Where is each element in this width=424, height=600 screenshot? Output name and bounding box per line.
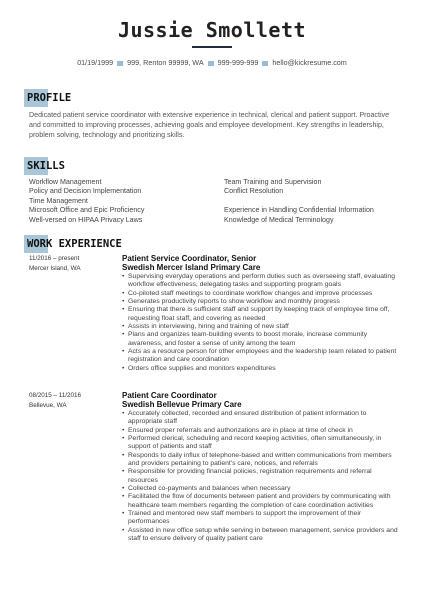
phone: 999-999-999	[217, 58, 259, 67]
name-underline	[192, 46, 232, 48]
list-item: • Trained and mentored new staff members to support the improvement of their performances	[122, 510, 400, 527]
skill-item: Team Training and Supervision	[224, 178, 322, 186]
skill-item: Experience in Handling Confidential Information	[224, 206, 374, 215]
section-title-profile	[24, 89, 77, 107]
job-company: Swedish Mercer Island Primary Care	[122, 263, 261, 272]
list-item: • Facilitated the flow of documents between patient and providers by communicating with healthcare team members regarding the completion of care coordination activities	[122, 493, 400, 510]
list-item: • Ensuring that there is sufficient staff and support by keeping track of employee time off, requesting float staff, and covering as needed	[122, 306, 400, 323]
job-bullets	[122, 273, 400, 373]
skill-item: Time Management	[29, 196, 88, 205]
profile-summary: Dedicated patient service coordinator with extensive experience in technical, clerical and patient support. Proactive and committed to improving processes, achieving goals and employee development. Key strengths in leadership, problem solving, technology and prioritizing skills.	[29, 111, 390, 140]
separator-icon	[262, 61, 268, 66]
job-role: Patient Care Coordinator	[122, 391, 217, 400]
list-item: • Responds to daily influx of telephone-based and written communications from members and providers pertaining to patient's care, notices, and referrals	[122, 452, 400, 469]
contact-line	[0, 58, 424, 67]
job-body	[122, 391, 400, 544]
list-item: • Orders office supplies and monitors expenditures	[122, 365, 400, 373]
list-item: • Generates productivity reports to show workflow and monthly progress	[122, 298, 400, 306]
list-item: • Assisted in new office setup while serving in between management, service providers and staff to ensure delivery of quality patient care	[122, 527, 400, 544]
job-location: Mercer Island, WA	[29, 265, 81, 272]
section-title-text: WORK EXPERIENCE	[27, 238, 122, 250]
separator-icon	[117, 61, 123, 66]
job-company: Swedish Bellevue Primary Care	[122, 400, 242, 409]
email: hello@kickresume.com	[272, 58, 347, 67]
skill-item	[224, 197, 399, 206]
list-item: • Accurately collected, recorded and ensured distribution of patient information to appropriate staff	[122, 410, 400, 427]
list-item: • Performed clerical, scheduling and record keeping activities, often simultaneously, in support of patients and staff	[122, 435, 400, 452]
list-item: • Supervising everyday operations and perform duties such as overseeing staff, evaluating workflow effectiveness, delegating tasks and supporting program goals	[122, 273, 400, 290]
skills-column-right	[224, 178, 399, 225]
job-location: Bellevue, WA	[29, 402, 67, 409]
skill-item: Microsoft Office and Epic Proficiency	[29, 206, 145, 215]
list-item: • Plans and organizes team-building events to boost morale, increase community awareness, and foster a sense of unity among the team	[122, 331, 400, 348]
skill-item: Workflow Management	[29, 178, 102, 186]
section-title-experience	[24, 235, 128, 253]
birth-date: 01/19/1999	[77, 58, 114, 67]
job-dates: 11/2016 – present	[29, 255, 80, 262]
job-bullets	[122, 410, 400, 544]
section-title-skills	[24, 157, 71, 175]
list-item: • Acts as a resource person for other employees and the leadership team related to patient registration and care coordination	[122, 348, 400, 365]
skill-item: Knowledge of Medical Terminology	[224, 215, 334, 224]
job-dates: 08/2015 – 11/2016	[29, 392, 82, 399]
list-item: • Co-piloted staff meetings to coordinate workflow changes and improve processes	[122, 290, 400, 298]
job-meta	[29, 254, 119, 274]
skill-item: Policy and Decision Implementation	[29, 187, 142, 196]
skill-item: Conflict Resolution	[224, 187, 284, 196]
candidate-name: Jussie Smollett	[117, 18, 307, 42]
address: 999, Renton 99999, WA	[127, 58, 204, 67]
list-item: • Assists in interviewing, hiring and training of new staff	[122, 323, 400, 331]
job-body	[122, 254, 400, 373]
job-role: Patient Service Coordinator, Senior	[122, 254, 257, 263]
list-item: • Ensured proper referrals and authorizations are in place at time of check in	[122, 427, 400, 435]
list-item: • Responsible for providing financial policies, registration requirements and referral resources	[122, 468, 400, 485]
skills-column-left	[29, 178, 219, 225]
list-item: • Collected co-payments and balances when necessary	[122, 485, 400, 493]
section-title-text: PROFILE	[27, 92, 72, 104]
separator-icon	[208, 61, 214, 66]
skill-item: Well-versed on HIPAA Privacy Laws	[29, 215, 143, 224]
job-meta	[29, 391, 119, 411]
section-title-text: SKILLS	[27, 160, 65, 172]
